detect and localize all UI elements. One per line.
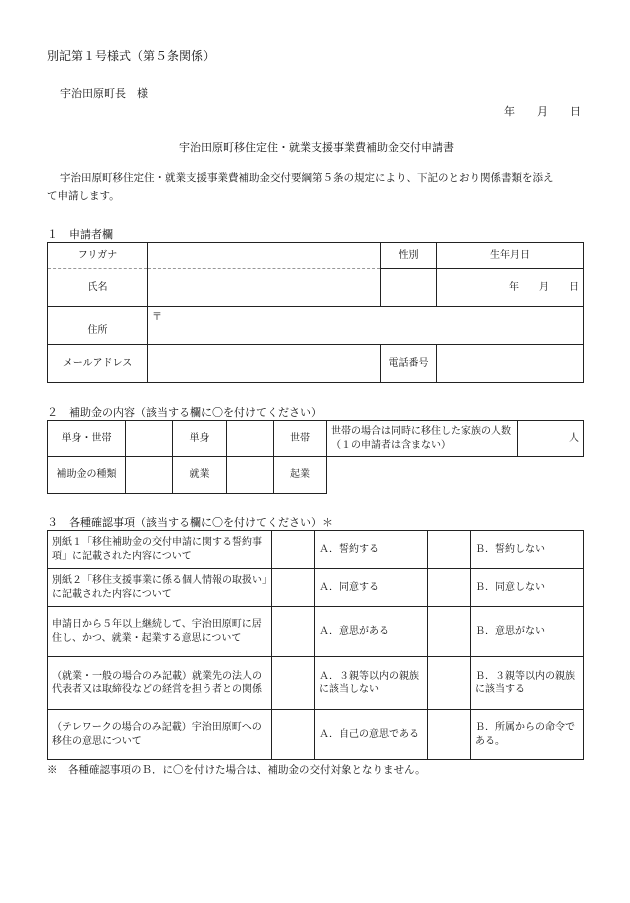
- confirmation-item: 別紙１「移住補助金の交付申請に関する誓約事項」に記載された内容について: [48, 531, 272, 569]
- furigana-field[interactable]: [148, 243, 381, 269]
- option-a-label: Ａ．３親等以内の親族に該当しない: [315, 657, 428, 710]
- option-b-check-cell[interactable]: [428, 607, 471, 657]
- addressee: 宇治田原町長 様: [60, 87, 148, 100]
- confirmation-item: 別紙２「移住支援事業に係る個人情報の取扱い」に記載された内容について: [48, 569, 272, 607]
- address-label: 住所: [48, 307, 148, 345]
- applicant-table: [47, 242, 584, 383]
- option-a-check-cell[interactable]: [272, 569, 315, 607]
- gender-label: 性別: [381, 243, 437, 269]
- startup-check-cell[interactable]: [227, 457, 274, 494]
- section2-heading: ２ 補助金の内容（該当する欄に〇を付けてください）: [47, 406, 322, 419]
- option-b-label: Ｂ．意思がない: [471, 607, 584, 657]
- table-row: [48, 607, 584, 657]
- table-row: [48, 531, 584, 569]
- phone-field[interactable]: [437, 345, 584, 383]
- option-b-label: Ｂ．所属からの命令である。: [471, 710, 584, 760]
- employment-label: 就業: [173, 457, 227, 494]
- option-b-label: Ｂ．３親等以内の親族に該当する: [471, 657, 584, 710]
- email-field[interactable]: [148, 345, 381, 383]
- subsidy-content-table: [47, 420, 584, 494]
- option-a-check-cell[interactable]: [272, 657, 315, 710]
- email-label: メールアドレス: [48, 345, 148, 383]
- section1-heading: １ 申請者欄: [47, 228, 113, 241]
- option-a-label: Ａ．同意する: [315, 569, 428, 607]
- phone-label: 電話番号: [381, 345, 437, 383]
- empty-area: [327, 457, 518, 494]
- option-b-check-cell[interactable]: [428, 710, 471, 760]
- option-b-check-cell[interactable]: [428, 531, 471, 569]
- intro-line-1: 宇治田原町移住定住・就業支援事業費補助金交付要綱第５条の規定により、下記のとおり関係書類を添え: [60, 172, 554, 184]
- application-date[interactable]: 年 月 日: [504, 105, 581, 118]
- postal-mark: 〒: [152, 312, 162, 323]
- startup-label: 起業: [274, 457, 327, 494]
- option-a-label: Ａ．意思がある: [315, 607, 428, 657]
- option-b-label: Ｂ．同意しない: [471, 569, 584, 607]
- birthdate-field[interactable]: 年 月 日: [437, 269, 584, 307]
- footnote: ※ 各種確認事項のＢ．に〇を付けた場合は、補助金の交付対象となりません。: [47, 764, 426, 776]
- single-label: 単身: [173, 421, 227, 457]
- household-check-cell[interactable]: [227, 421, 274, 457]
- table-row: [48, 569, 584, 607]
- gender-field[interactable]: [381, 269, 437, 307]
- table-row: [48, 710, 584, 760]
- persons-count-field[interactable]: 人: [518, 421, 584, 457]
- employment-check-cell[interactable]: [126, 457, 173, 494]
- option-a-check-cell[interactable]: [272, 607, 315, 657]
- option-a-check-cell[interactable]: [272, 710, 315, 760]
- confirmation-item: （テレワークの場合のみ記載）宇治田原町への移住の意思について: [48, 710, 272, 760]
- option-a-label: Ａ．誓約する: [315, 531, 428, 569]
- document-title: 宇治田原町移住定住・就業支援事業費補助金交付申請書: [179, 141, 454, 154]
- subsidy-kind-label: 補助金の種類: [48, 457, 126, 494]
- name-label: 氏名: [48, 269, 148, 307]
- name-field[interactable]: [148, 269, 381, 307]
- confirmation-table: [47, 530, 584, 760]
- option-a-label: Ａ．自己の意思である: [315, 710, 428, 760]
- single-check-cell[interactable]: [126, 421, 173, 457]
- option-b-check-cell[interactable]: [428, 657, 471, 710]
- furigana-label: フリガナ: [48, 243, 148, 269]
- option-a-check-cell[interactable]: [272, 531, 315, 569]
- table-row: [48, 657, 584, 710]
- option-b-label: Ｂ．誓約しない: [471, 531, 584, 569]
- intro-line-2: て申請します。: [47, 190, 120, 202]
- birthdate-label: 生年月日: [437, 243, 584, 269]
- section3-heading: ３ 各種確認事項（該当する欄に〇を付けてください）＊: [47, 516, 333, 529]
- confirmation-item: 申請日から５年以上継続して、宇治田原町に居住し、かつ、就業・起業する意思について: [48, 607, 272, 657]
- empty-area: [518, 457, 584, 494]
- household-label: 世帯: [274, 421, 327, 457]
- address-field[interactable]: [148, 307, 584, 345]
- form-number: 別記第１号様式（第５条関係）: [47, 49, 216, 63]
- household-members-note: 世帯の場合は同時に移住した家族の人数（１の申請者は含まない）: [327, 421, 518, 457]
- option-b-check-cell[interactable]: [428, 569, 471, 607]
- household-type-label: 単身・世帯: [48, 421, 126, 457]
- confirmation-item: （就業・一般の場合のみ記載）就業先の法人の代表者又は取締役などの経営を担う者との関係: [48, 657, 272, 710]
